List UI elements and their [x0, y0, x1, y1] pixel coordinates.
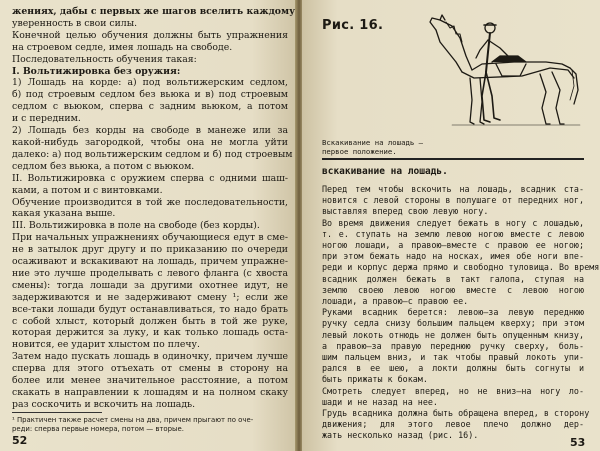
- text-line: седлом без вьюка, а потом с вьюком.: [12, 160, 195, 172]
- text-line: ручку седла снизу большим пальцем кверху; при этом: [322, 318, 584, 329]
- text-line: 2) Лошадь без корды на свободе в манеже или за: [12, 125, 288, 137]
- text-line: раз соскочить и вскочить на лошадь.: [12, 398, 196, 410]
- text-line: III. Вольтижировка в поле на свободе (без корды).: [12, 220, 260, 232]
- text-line: б) под строевым седлом без вьюка и в) под строевым: [12, 89, 288, 101]
- figure-horse-mounting-illustration: [422, 12, 582, 130]
- text-line: выставляя вперед свою левую ногу.: [322, 206, 489, 217]
- text-line: ками, а потом и с винтовками.: [12, 184, 163, 196]
- text-line: ние это лучше проделывать с левого фланга (с хвоста: [12, 267, 288, 279]
- text-line: рался в ее шею, а локти должны быть согнуты и: [322, 363, 584, 374]
- text-line: с собой хлыст, который должен быть в той же руке,: [12, 315, 288, 327]
- text-line: смены): тогда лошади за другими охотнее идут, не: [12, 279, 288, 291]
- text-line: реди и корпус держа прямо и свободно туловища. Во время: [322, 262, 600, 273]
- text-line: более или менее значительное расстояние, а потом: [12, 375, 288, 387]
- page-number-left: 52: [12, 434, 28, 447]
- text-line: все-таки лошади будут останавливаться, то надо брать: [12, 303, 288, 315]
- left-page: [0, 0, 296, 451]
- text-line: осаживают и вскакивают на лошадь, причем упражне-: [12, 256, 288, 268]
- text-line: движения; для этого левое плечо должно дер-: [322, 419, 584, 430]
- text-line: уверенность в свои силы.: [12, 17, 138, 29]
- footnote: [12, 416, 288, 434]
- section-heading: вскакивание на лошадь.: [322, 166, 448, 177]
- text-line: жениях, дабы с первых же шагов вселить каждому: [12, 6, 296, 17]
- right-page-text: [322, 184, 600, 442]
- text-line: какая указана выше.: [12, 208, 116, 220]
- text-line: левый локоть отнюдь не должен быть опущенным книзу,: [322, 329, 584, 340]
- footnote-text: ¹ Практичен также расчет смены на два, причем прыгают по оче- реди: сперва первые номера, потом — вторые.: [12, 416, 254, 433]
- text-line: II. Вольтижировка с оружием сперва с одними шаш-: [12, 172, 288, 184]
- text-line: Последовательность обучения такая:: [12, 53, 197, 65]
- text-line: Смотреть следует вперед, но не вниз—на ногу ло-: [322, 385, 584, 396]
- text-line: т. е. ступать на землю левою ногою вместе с левою: [322, 228, 584, 239]
- text-line: Перед тем чтобы вскочить на лошадь, всадник ста-: [322, 184, 584, 194]
- text-line: задерживаются и не задерживают смену ¹; если же: [12, 291, 288, 303]
- text-line: Руками всадник берется: левою—за левую переднюю: [322, 307, 584, 318]
- text-line: а правою—за правую переднюю ручку сверху, боль-: [322, 340, 584, 351]
- page-number-right: 53: [570, 436, 586, 449]
- text-line: новится, ее ударит хлыстом по плечу.: [12, 339, 200, 351]
- text-line: далеко: а) под вольтижерским седлом и б) под строевым: [12, 148, 293, 160]
- text-line: ногою лошади, а правою—вместе с правою ее ногою;: [322, 240, 584, 251]
- text-line: I. Вольтижировка без оружия:: [12, 65, 181, 77]
- figure-caption: Вскакивание на лошадь — первое положение.: [322, 138, 424, 156]
- section-rule: [322, 158, 584, 160]
- text-line: Во время движения следует бежать в ногу с лошадью,: [322, 217, 584, 228]
- text-line: Грудь всадника должна быть обращена вперед, в сторону: [322, 408, 590, 419]
- text-line: при этом бежать надо на носках, имея обе ноги впе-: [322, 251, 584, 262]
- text-line: которая держится за луку, и как только лошадь оста-: [12, 327, 288, 339]
- text-line: Конечной целью обучения должны быть упражнения: [12, 29, 288, 41]
- text-line: землю своею левою ногою вместе с левою ногою: [322, 284, 584, 295]
- text-line: сперва для этого отъехать от смены в сторону на: [12, 363, 288, 375]
- text-line: Обучение производится в той же последовательности,: [12, 196, 288, 208]
- text-line: шим пальцем вниз, и так чтобы правый локоть упи-: [322, 352, 584, 363]
- left-page-text: [12, 6, 296, 411]
- right-page: [302, 0, 600, 451]
- footnote-rule: [12, 412, 102, 413]
- text-line: лошади, а правою—с правою ее.: [322, 296, 469, 307]
- text-line: Затем надо пускать лошадь в одиночку, причем лучше: [12, 351, 288, 363]
- text-line: седлом с вьюком, сперва с задним вьюком, а потом: [12, 101, 288, 113]
- text-line: на строевом седле, имея лошадь на свободе.: [12, 41, 233, 53]
- figure-title: Рис. 16.: [322, 18, 384, 33]
- text-line: шади и не назад на нее.: [322, 396, 438, 407]
- text-line: всадник должен бежать в такт галопа, ступая на: [322, 273, 584, 284]
- text-line: какой-нибудь загородкой, чтобы она не могла уйти: [12, 136, 288, 148]
- text-line: скакать в направлении к лошадям и на полном скаку: [12, 387, 288, 398]
- text-line: и с передним.: [12, 113, 81, 125]
- text-line: не в затылок друг другу и по приказанию по очереди: [12, 244, 288, 256]
- text-line: быть прижаты к бокам.: [322, 374, 428, 385]
- text-line: новится с левой стороны в полушаге от передних ног,: [322, 195, 584, 206]
- text-line: 1) Лошадь на корде: а) под вольтижерским седлом,: [12, 77, 288, 89]
- text-line: жать несколько назад (рис. 16).: [322, 430, 479, 441]
- text-line: При начальных упражнениях обучающиеся едут в сме-: [12, 232, 288, 244]
